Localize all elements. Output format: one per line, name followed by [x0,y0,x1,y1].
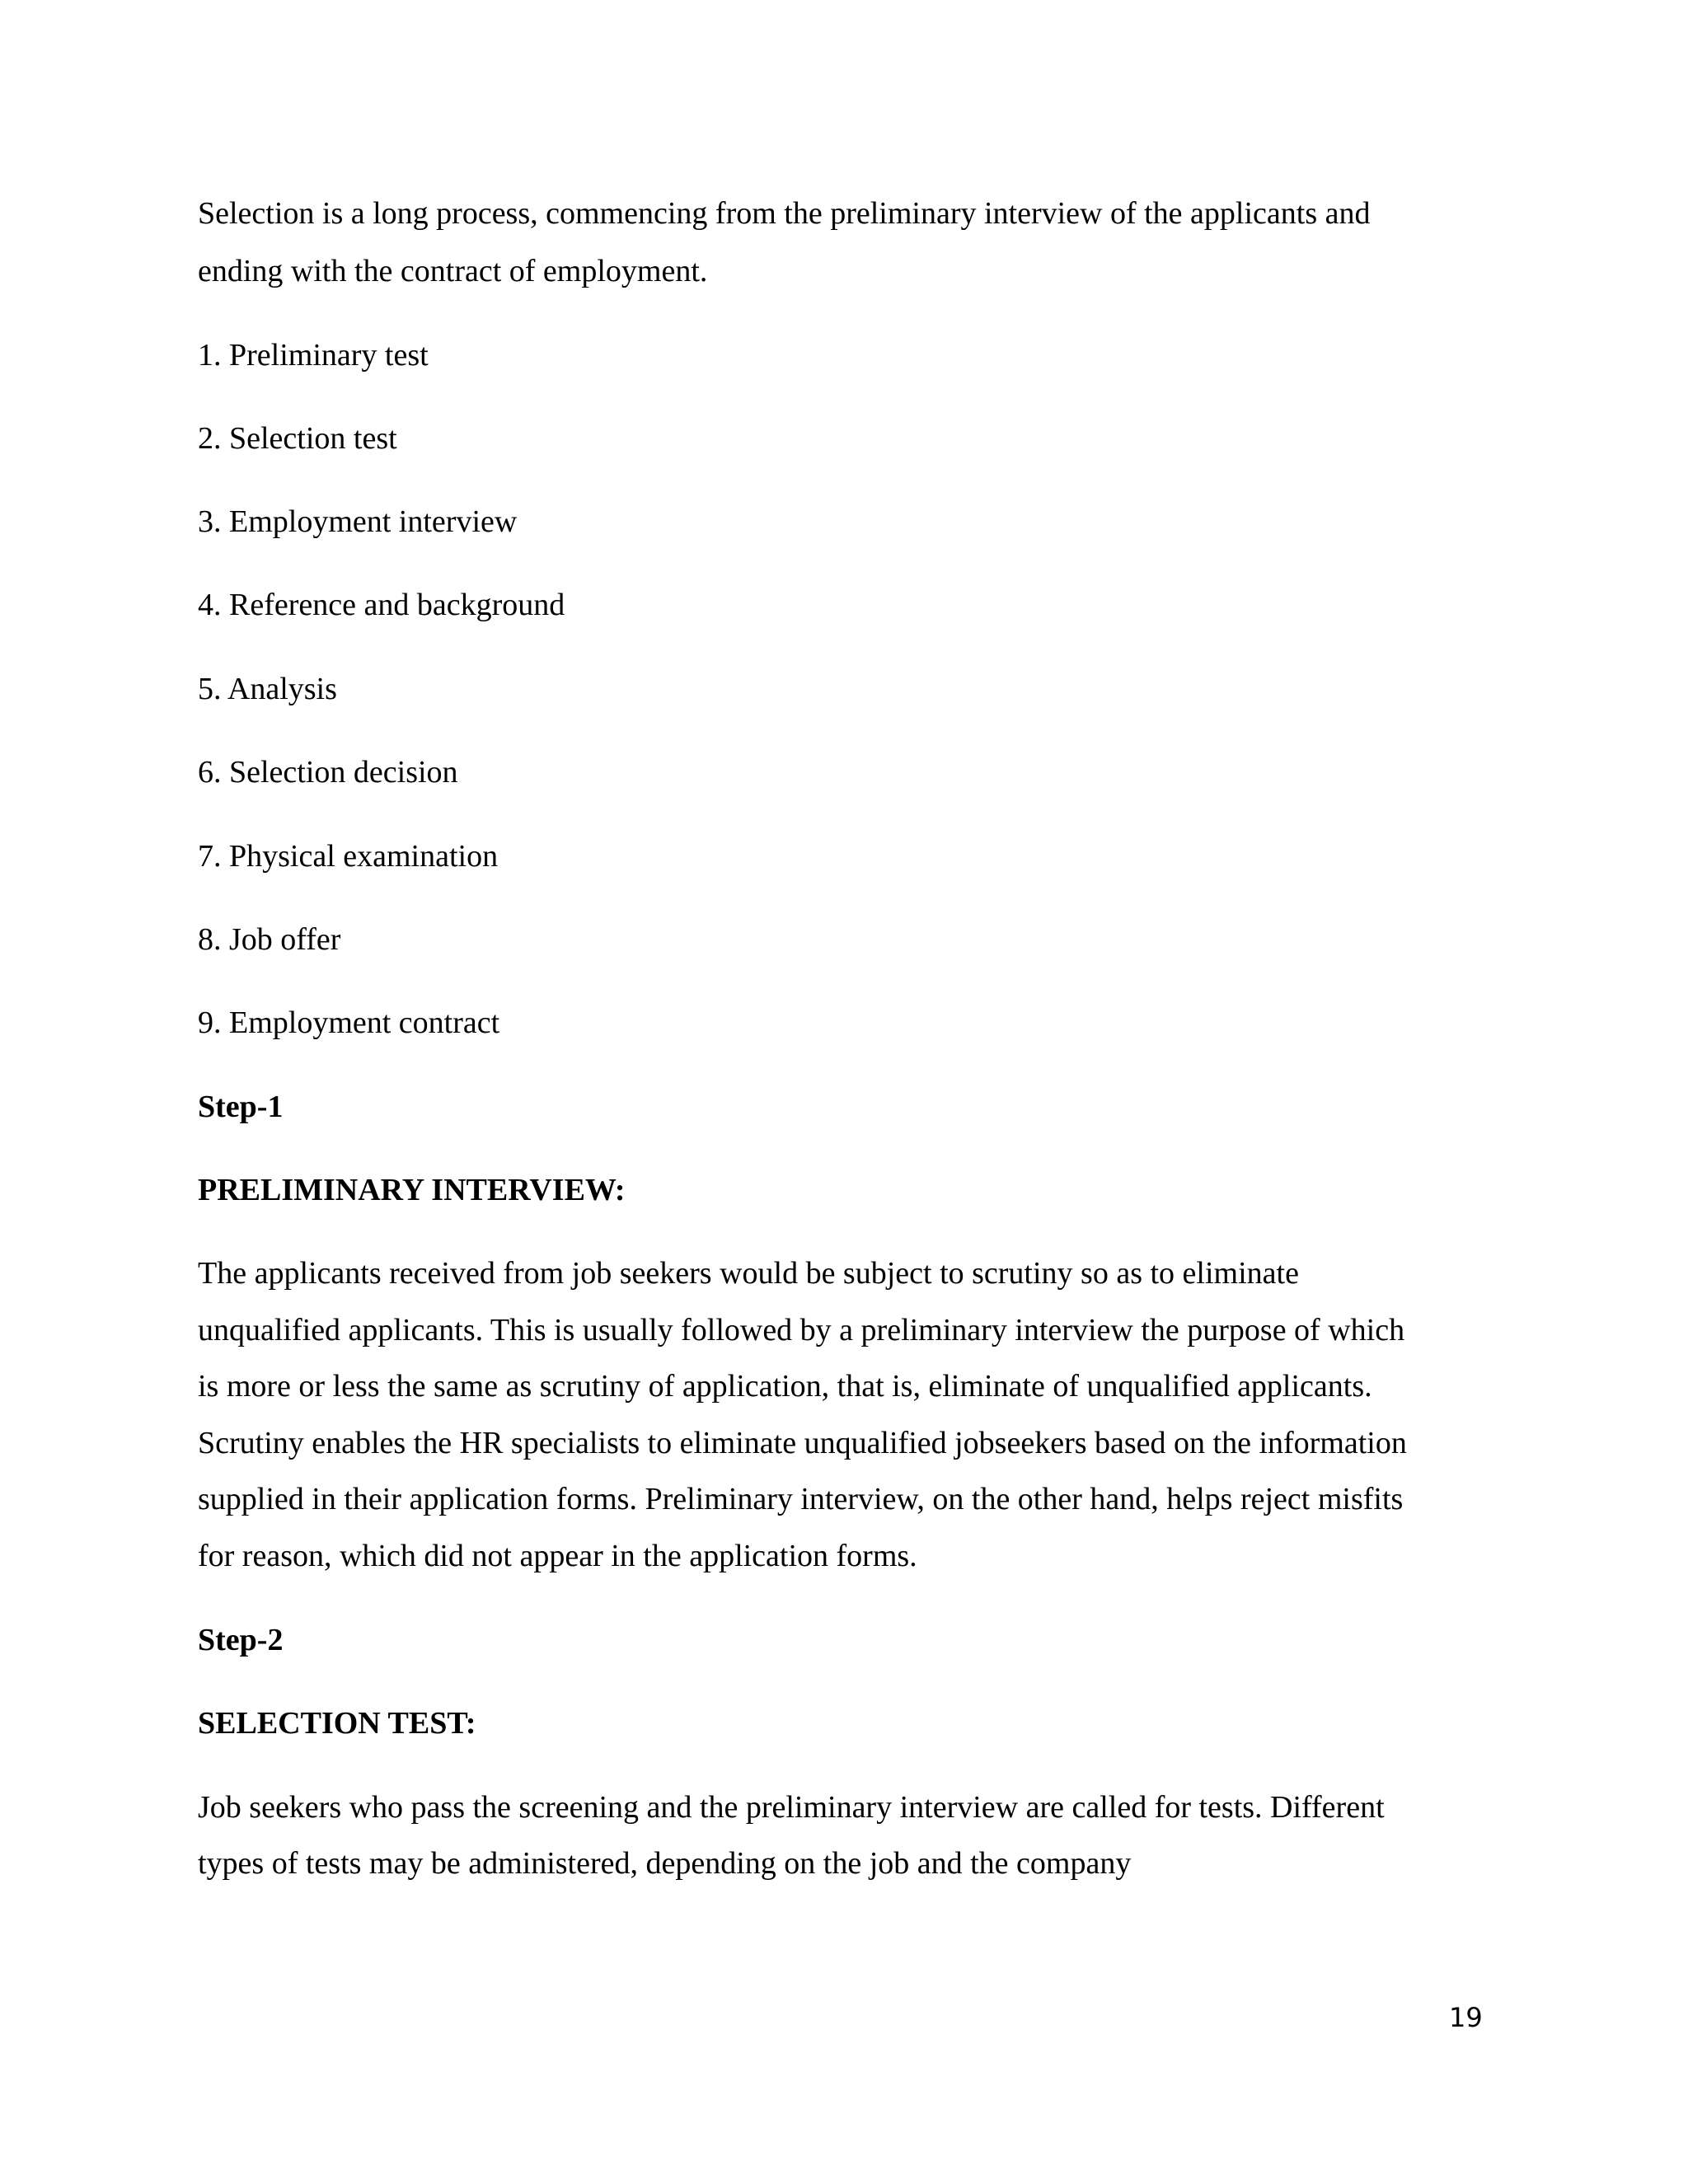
list-item-2: 2. Selection test [198,421,397,456]
step1-paragraph-line-3: is more or less the same as scrutiny of application, that is, eliminate of unqualified applicants. [198,1369,1372,1404]
list-item-6: 6. Selection decision [198,755,458,790]
step1-paragraph-line-5: supplied in their application forms. Preliminary interview, on the other hand, helps reject misfits [198,1482,1404,1516]
step2-paragraph-line-2: types of tests may be administered, depending on the job and the company [198,1846,1132,1881]
page-number: 19 [1449,2002,1483,2033]
list-item-5: 5. Analysis [198,672,337,706]
list-item-1: 1. Preliminary test [198,338,429,373]
intro-line-1: Selection is a long process, commencing from the preliminary interview of the applicants and [198,196,1371,231]
list-item-9: 9. Employment contract [198,1005,500,1040]
step1-heading: PRELIMINARY INTERVIEW: [198,1173,626,1207]
step2-paragraph-line-1: Job seekers who pass the screening and the preliminary interview are called for tests. Different [198,1790,1385,1825]
list-item-7: 7. Physical examination [198,839,499,874]
step1-paragraph-line-1: The applicants received from job seekers would be subject to scrutiny so as to eliminate [198,1256,1299,1291]
list-item-4: 4. Reference and background [198,588,565,622]
list-item-3: 3. Employment interview [198,504,518,539]
step2-heading: SELECTION TEST: [198,1706,476,1741]
step1-paragraph-line-2: unqualified applicants. This is usually followed by a preliminary interview the purpose of which [198,1313,1405,1347]
step2-label: Step-2 [198,1623,284,1657]
intro-line-2: ending with the contract of employment. [198,254,708,288]
step1-label: Step-1 [198,1090,284,1124]
list-item-8: 8. Job offer [198,922,341,957]
step1-paragraph-line-6: for reason, which did not appear in the application forms. [198,1539,917,1573]
step1-paragraph-line-4: Scrutiny enables the HR specialists to eliminate unqualified jobseekers based on the information [198,1426,1407,1460]
